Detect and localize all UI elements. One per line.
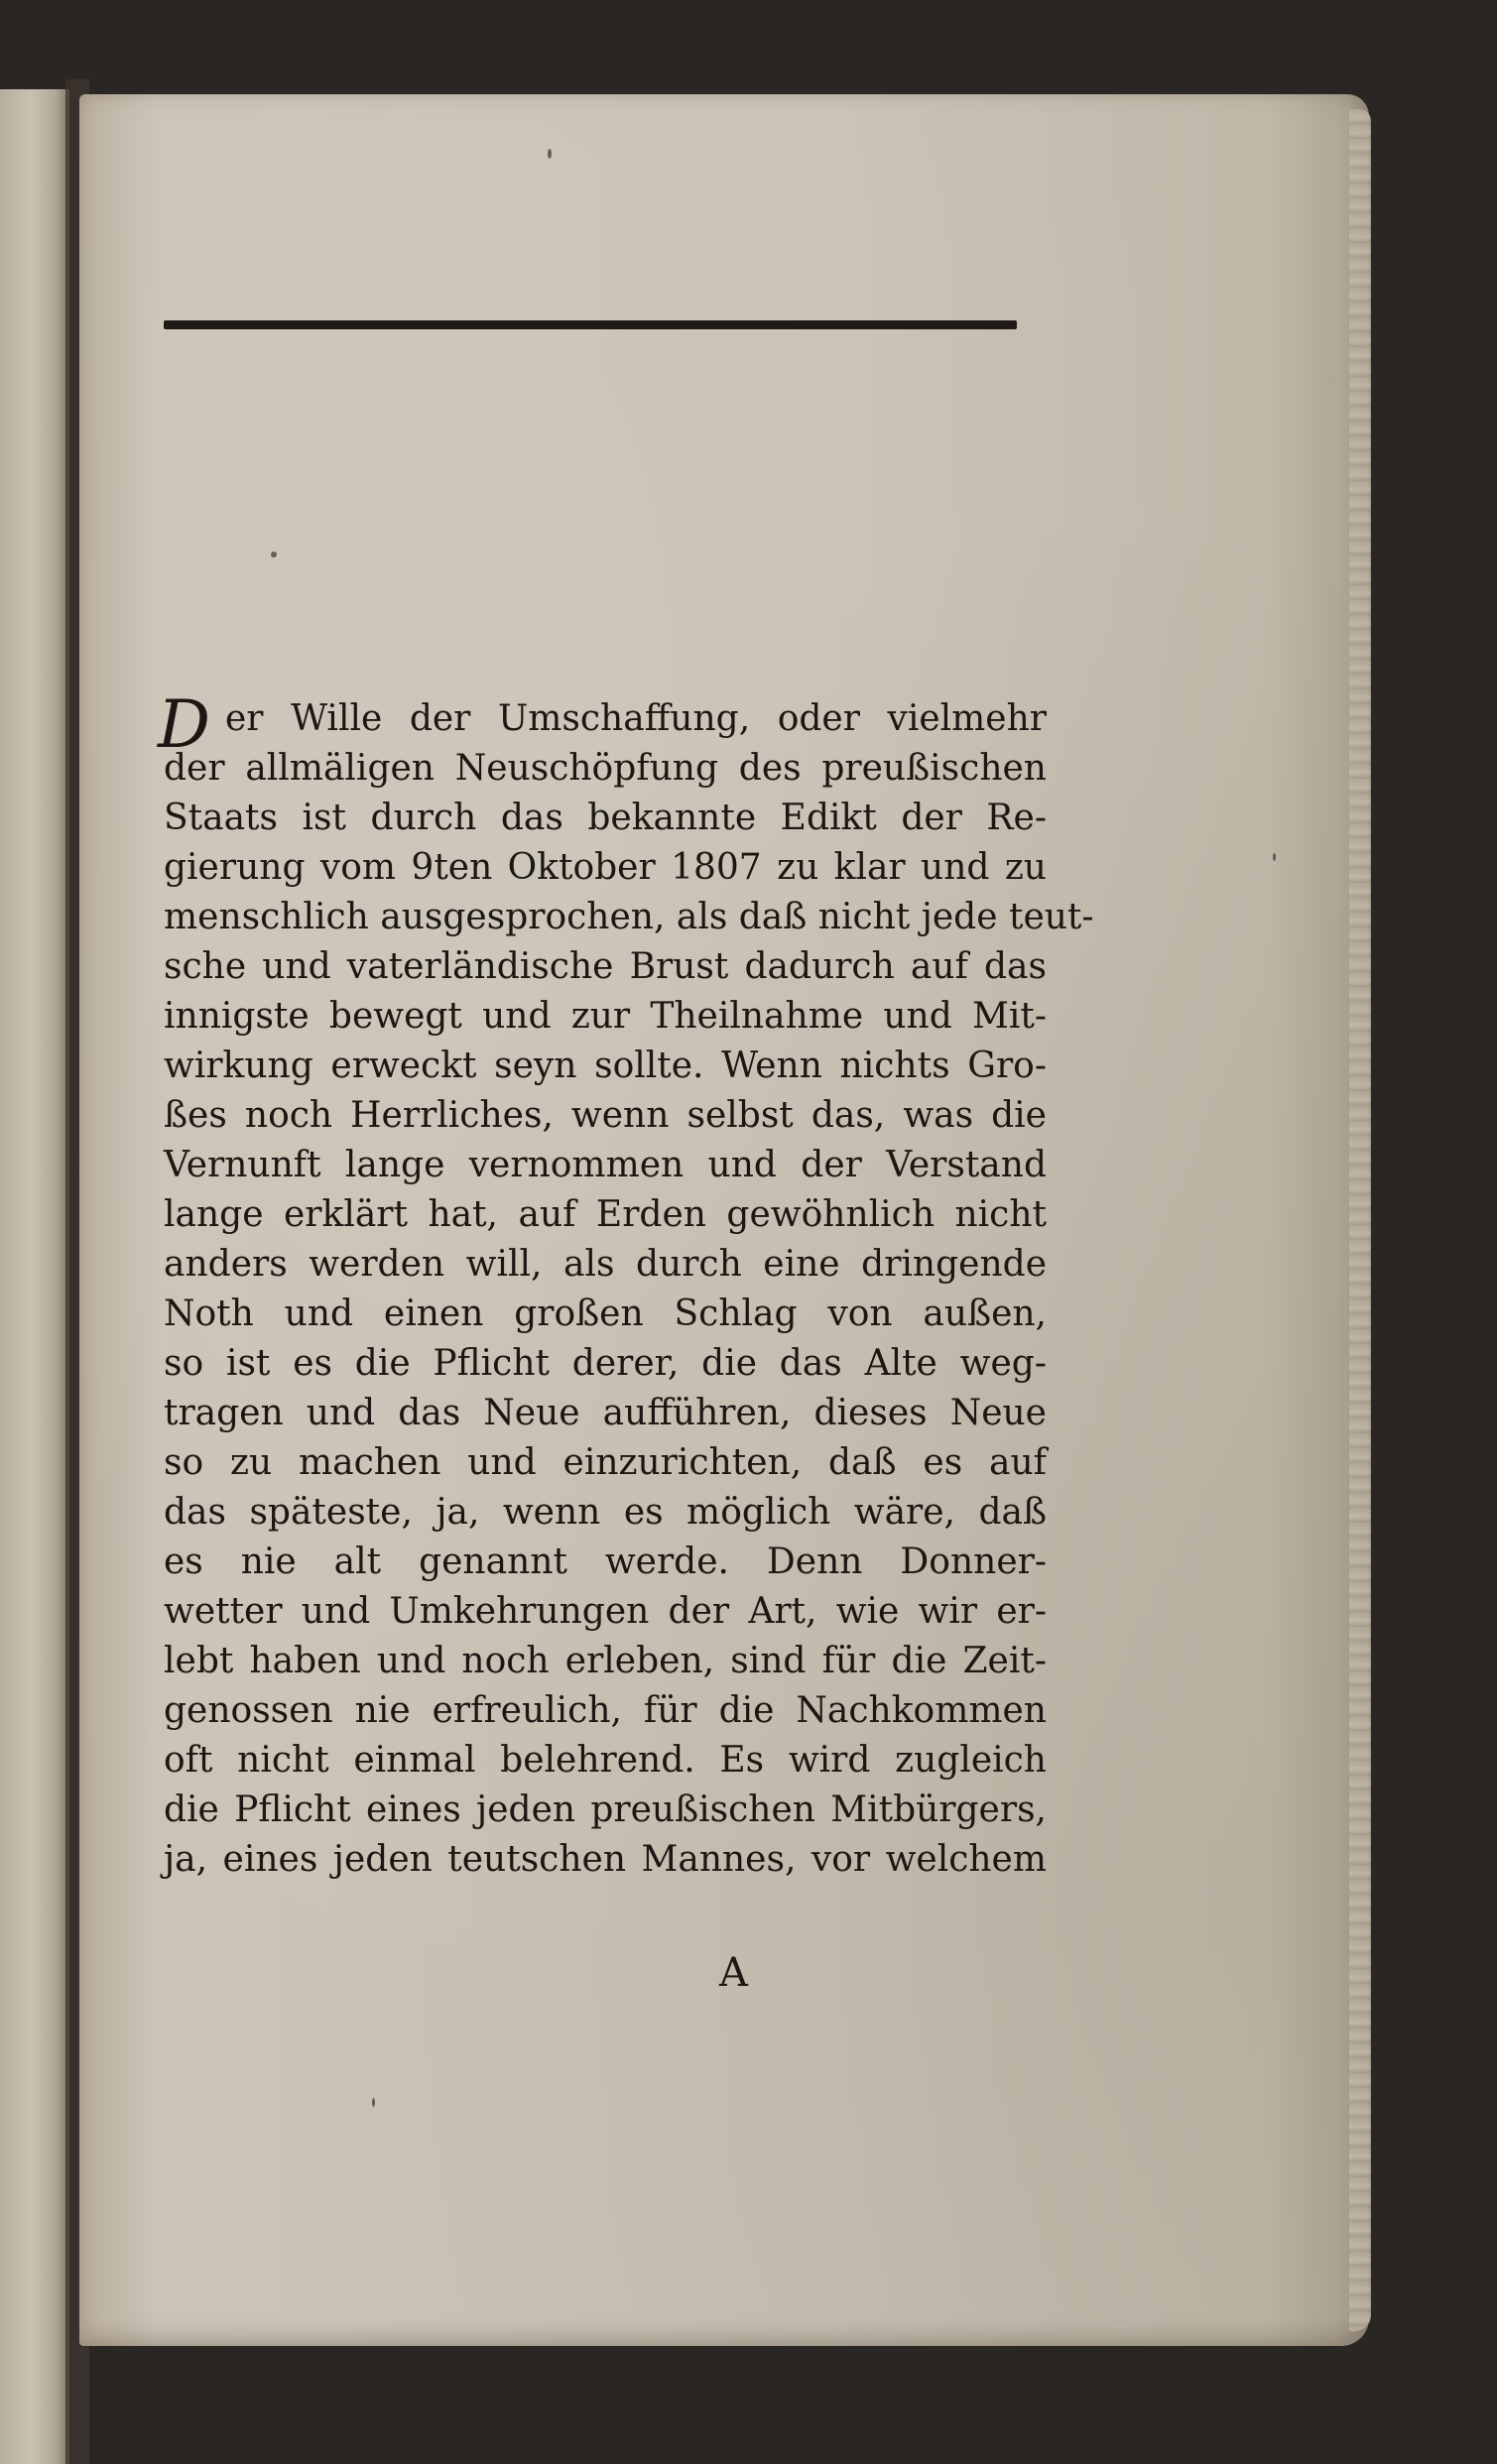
text-line: der allmäligen Neuschöpfung des preußischen bbox=[164, 748, 1047, 789]
text-line: das späteste, ja, wenn es möglich wäre, daß bbox=[164, 1492, 1047, 1533]
text-line: anders werden will, als durch eine dringende bbox=[164, 1244, 1047, 1285]
text-line: ßes noch Herrliches, wenn selbst das, was die bbox=[164, 1095, 1047, 1136]
text-line: D er Wille der Umschaffung, oder vielmehr bbox=[158, 686, 1047, 763]
text-line: oft nicht einmal belehrend. Es wird zugleich bbox=[164, 1740, 1047, 1781]
initial-letter: D bbox=[158, 686, 210, 763]
text-line: tragen und das Neue aufführen, dieses Neue bbox=[164, 1393, 1047, 1433]
text-line: genossen nie erfreulich, für die Nachkommen bbox=[164, 1690, 1047, 1731]
text-line: innigste bewegt und zur Theilnahme und Mit- bbox=[164, 996, 1047, 1037]
text-line: so ist es die Pflicht derer, die das Alte weg- bbox=[164, 1343, 1047, 1384]
page-edge bbox=[1349, 109, 1371, 2331]
paper-speck bbox=[548, 149, 552, 159]
paper-speck bbox=[372, 2098, 375, 2107]
body-text bbox=[158, 686, 1094, 1885]
text-line: wirkung erweckt seyn sollte. Wenn nichts Gro- bbox=[164, 1046, 1047, 1086]
paper-speck bbox=[271, 552, 277, 557]
paper-speck bbox=[1273, 853, 1276, 861]
text-line: so zu machen und einzurichten, daß es auf bbox=[164, 1442, 1047, 1483]
text-line: wetter und Umkehrungen der Art, wie wir er- bbox=[164, 1591, 1047, 1632]
signature-mark: A bbox=[719, 1950, 748, 1996]
text-line: ja, eines jeden teutschen Mannes, vor welchem bbox=[164, 1839, 1047, 1880]
text-line: Vernunft lange vernommen und der Verstand bbox=[164, 1145, 1047, 1185]
text-line: menschlich ausgesprochen, als daß nicht jede teut- bbox=[164, 897, 1094, 937]
left-page-edge bbox=[0, 89, 69, 2464]
text-line: Noth und einen großen Schlag von außen, bbox=[164, 1294, 1047, 1334]
text-line: sche und vaterländische Brust dadurch auf das bbox=[164, 946, 1047, 987]
header-rule bbox=[164, 320, 1017, 329]
text-line: lange erklärt hat, auf Erden gewöhnlich nicht bbox=[164, 1194, 1047, 1235]
text-line: lebt haben und noch erleben, sind für die Zeit- bbox=[164, 1641, 1047, 1681]
text-line: Staats ist durch das bekannte Edikt der Re- bbox=[164, 798, 1047, 838]
text-line: gierung vom 9ten Oktober 1807 zu klar und zu bbox=[164, 847, 1047, 888]
text-line: die Pflicht eines jeden preußischen Mitbürgers, bbox=[164, 1789, 1047, 1830]
text-line: es nie alt genannt werde. Denn Donner- bbox=[164, 1541, 1047, 1582]
